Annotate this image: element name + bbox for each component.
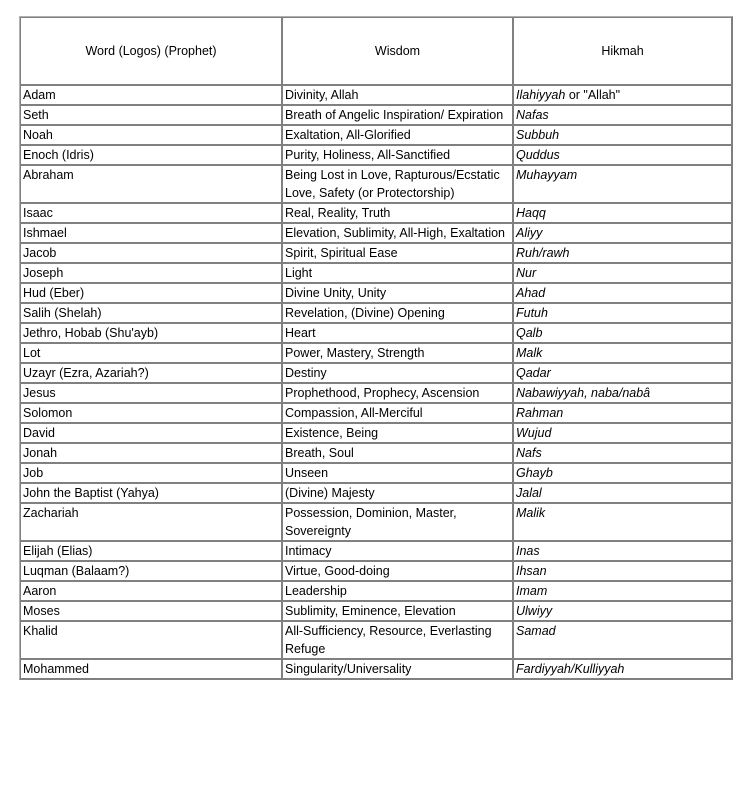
wisdom-cell: Exaltation, All-Glorified — [282, 125, 513, 145]
wisdom-cell: Being Lost in Love, Rapturous/Ecstatic Love, Safety (or Protectorship) — [282, 165, 513, 203]
hikmah-term: Nafs — [516, 446, 542, 460]
table-row — [20, 383, 732, 403]
table-row — [20, 343, 732, 363]
header-prophet: Word (Logos) (Prophet) — [20, 17, 282, 85]
prophet-cell: Salih (Shelah) — [20, 303, 282, 323]
table-row — [20, 403, 732, 423]
hikmah-cell — [513, 581, 732, 601]
hikmah-term: Ghayb — [516, 466, 553, 480]
hikmah-cell — [513, 223, 732, 243]
wisdom-cell: (Divine) Majesty — [282, 483, 513, 503]
table-row — [20, 145, 732, 165]
wisdom-cell: Power, Mastery, Strength — [282, 343, 513, 363]
wisdom-cell: Virtue, Good-doing — [282, 561, 513, 581]
wisdom-cell: Singularity/Universality — [282, 659, 513, 679]
table-row — [20, 303, 732, 323]
hikmah-term: Malik — [516, 506, 546, 520]
wisdom-cell: Elevation, Sublimity, All-High, Exaltation — [282, 223, 513, 243]
wisdom-cell: Unseen — [282, 463, 513, 483]
wisdom-cell: Heart — [282, 323, 513, 343]
hikmah-cell — [513, 483, 732, 503]
prophet-cell: Job — [20, 463, 282, 483]
header-row — [20, 17, 732, 85]
prophet-cell: Khalid — [20, 621, 282, 659]
table-header — [20, 17, 732, 85]
hikmah-cell — [513, 165, 732, 203]
table-row — [20, 659, 732, 679]
wisdom-cell: Divinity, Allah — [282, 85, 513, 105]
wisdom-cell: All-Sufficiency, Resource, Everlasting Refuge — [282, 621, 513, 659]
wisdom-cell: Prophethood, Prophecy, Ascension — [282, 383, 513, 403]
prophet-cell: Seth — [20, 105, 282, 125]
prophet-cell: Moses — [20, 601, 282, 621]
wisdom-cell: Existence, Being — [282, 423, 513, 443]
wisdom-cell: Spirit, Spiritual Ease — [282, 243, 513, 263]
wisdom-cell: Light — [282, 263, 513, 283]
hikmah-cell — [513, 561, 732, 581]
table-row — [20, 105, 732, 125]
prophet-cell: Jethro, Hobab (Shu'ayb) — [20, 323, 282, 343]
prophet-cell: Elijah (Elias) — [20, 541, 282, 561]
hikmah-cell — [513, 323, 732, 343]
hikmah-cell — [513, 243, 732, 263]
table-row — [20, 463, 732, 483]
wisdom-cell: Destiny — [282, 363, 513, 383]
prophet-cell: Jesus — [20, 383, 282, 403]
table-row — [20, 283, 732, 303]
hikmah-term: Jalal — [516, 486, 542, 500]
hikmah-term: Aliyy — [516, 226, 543, 240]
prophet-cell: Joseph — [20, 263, 282, 283]
prophet-cell: Isaac — [20, 203, 282, 223]
hikmah-term: Wujud — [516, 426, 552, 440]
hikmah-cell — [513, 659, 732, 679]
hikmah-cell — [513, 125, 732, 145]
prophet-cell: Mohammed — [20, 659, 282, 679]
hikmah-cell — [513, 343, 732, 363]
hikmah-term: Quddus — [516, 148, 560, 162]
hikmah-cell — [513, 363, 732, 383]
hikmah-term: Muhayyam — [516, 168, 578, 182]
table-row — [20, 323, 732, 343]
hikmah-term: Nabawiyyah, naba/nabâ — [516, 386, 651, 400]
wisdom-cell: Compassion, All-Merciful — [282, 403, 513, 423]
hikmah-term: Subbuh — [516, 128, 560, 142]
hikmah-cell — [513, 403, 732, 423]
hikmah-term: Qalb — [516, 326, 543, 340]
hikmah-term: Ahad — [516, 286, 546, 300]
hikmah-cell — [513, 423, 732, 443]
hikmah-extra: or "Allah" — [565, 88, 621, 102]
table-row — [20, 483, 732, 503]
hikmah-term: Ulwiyy — [516, 604, 553, 618]
prophet-cell: Lot — [20, 343, 282, 363]
prophet-cell: Solomon — [20, 403, 282, 423]
wisdom-cell: Real, Reality, Truth — [282, 203, 513, 223]
hikmah-cell — [513, 85, 732, 105]
hikmah-cell — [513, 621, 732, 659]
wisdom-cell: Breath, Soul — [282, 443, 513, 463]
hikmah-term: Ruh/rawh — [516, 246, 570, 260]
wisdom-cell: Intimacy — [282, 541, 513, 561]
table-row — [20, 541, 732, 561]
table-row — [20, 561, 732, 581]
table-row — [20, 423, 732, 443]
wisdom-cell: Divine Unity, Unity — [282, 283, 513, 303]
table-body — [20, 85, 732, 679]
hikmah-term: Malk — [516, 346, 543, 360]
table-row — [20, 503, 732, 541]
hikmah-cell — [513, 145, 732, 165]
header-hikmah: Hikmah — [513, 17, 732, 85]
table-row — [20, 263, 732, 283]
prophet-cell: Enoch (Idris) — [20, 145, 282, 165]
hikmah-term: Rahman — [516, 406, 564, 420]
hikmah-term: Ihsan — [516, 564, 547, 578]
table-row — [20, 621, 732, 659]
wisdom-cell: Leadership — [282, 581, 513, 601]
hikmah-cell — [513, 283, 732, 303]
hikmah-term: Fardiyyah/Kulliyyah — [516, 662, 625, 676]
prophet-cell: Noah — [20, 125, 282, 145]
prophet-cell: Hud (Eber) — [20, 283, 282, 303]
prophets-wisdom-table — [19, 16, 733, 680]
hikmah-term: Qadar — [516, 366, 551, 380]
prophet-cell: Uzayr (Ezra, Azariah?) — [20, 363, 282, 383]
table-row — [20, 243, 732, 263]
prophet-cell: John the Baptist (Yahya) — [20, 483, 282, 503]
hikmah-cell — [513, 263, 732, 283]
prophet-cell: Zachariah — [20, 503, 282, 541]
wisdom-cell: Purity, Holiness, All-Sanctified — [282, 145, 513, 165]
prophet-cell: Abraham — [20, 165, 282, 203]
hikmah-cell — [513, 105, 732, 125]
hikmah-term: Inas — [516, 544, 540, 558]
table-row — [20, 601, 732, 621]
prophet-cell: Jacob — [20, 243, 282, 263]
hikmah-cell — [513, 303, 732, 323]
hikmah-cell — [513, 601, 732, 621]
table-row — [20, 203, 732, 223]
wisdom-cell: Possession, Dominion, Master, Sovereignty — [282, 503, 513, 541]
prophet-cell: Luqman (Balaam?) — [20, 561, 282, 581]
prophet-cell: Jonah — [20, 443, 282, 463]
hikmah-cell — [513, 203, 732, 223]
hikmah-cell — [513, 463, 732, 483]
header-wisdom: Wisdom — [282, 17, 513, 85]
hikmah-term: Nur — [516, 266, 537, 280]
hikmah-cell — [513, 503, 732, 541]
hikmah-term: Samad — [516, 624, 556, 638]
prophet-cell: Adam — [20, 85, 282, 105]
hikmah-cell — [513, 443, 732, 463]
hikmah-term: Haqq — [516, 206, 546, 220]
table-row — [20, 165, 732, 203]
hikmah-term: Ilahiyyah — [516, 88, 566, 102]
wisdom-cell: Revelation, (Divine) Opening — [282, 303, 513, 323]
wisdom-cell: Sublimity, Eminence, Elevation — [282, 601, 513, 621]
hikmah-cell — [513, 383, 732, 403]
table-row — [20, 223, 732, 243]
hikmah-cell — [513, 541, 732, 561]
table-row — [20, 85, 732, 105]
wisdom-cell: Breath of Angelic Inspiration/ Expiration — [282, 105, 513, 125]
table-row — [20, 581, 732, 601]
hikmah-term: Imam — [516, 584, 548, 598]
prophet-cell: Ishmael — [20, 223, 282, 243]
hikmah-term: Futuh — [516, 306, 548, 320]
table-row — [20, 443, 732, 463]
hikmah-term: Nafas — [516, 108, 549, 122]
prophet-cell: David — [20, 423, 282, 443]
table-row — [20, 125, 732, 145]
prophet-cell: Aaron — [20, 581, 282, 601]
table-row — [20, 363, 732, 383]
